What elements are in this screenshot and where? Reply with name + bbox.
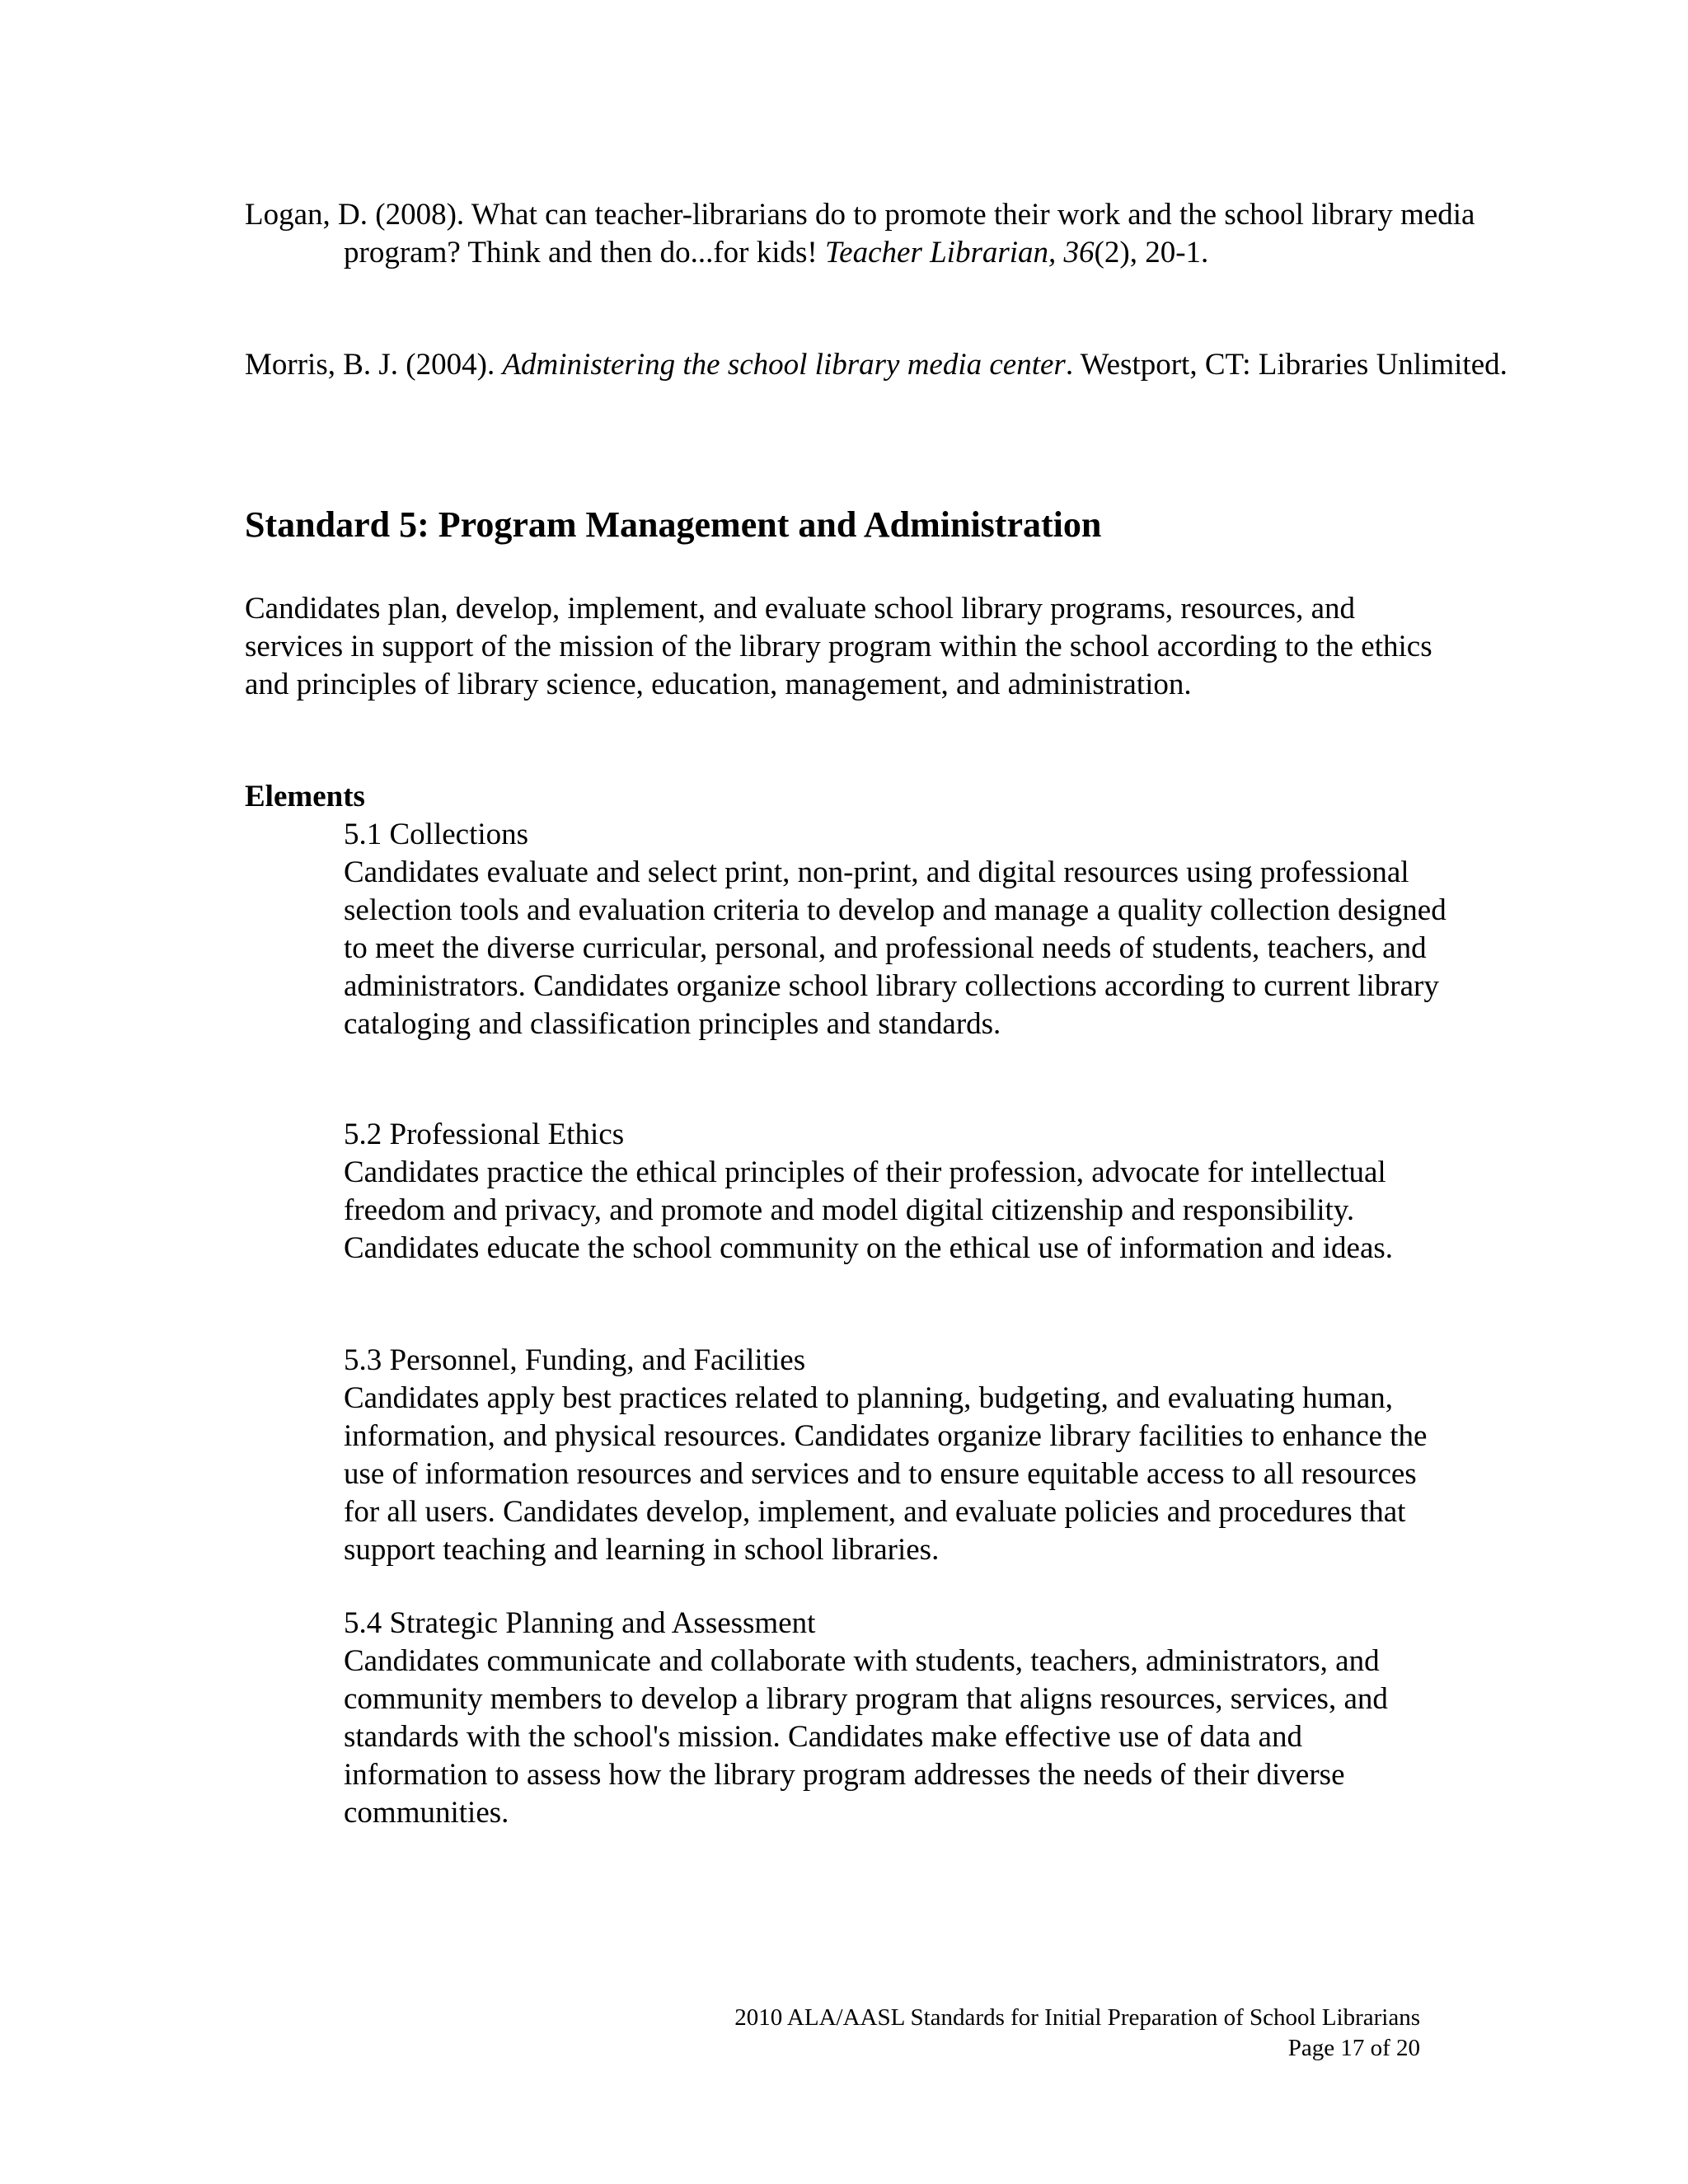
footer-page-number: Page 17 of 20 bbox=[1287, 2035, 1420, 2061]
element-5-3 bbox=[344, 1342, 1448, 1569]
element-body: Candidates communicate and collaborate with students, teachers, administrators, and community members to develop a library program that aligns resources, services, and standards with the school's mission. Candidates make effective use of data and information to assess how the library program addresses the needs of their diverse communities. bbox=[344, 1644, 1388, 1830]
element-5-4 bbox=[344, 1605, 1448, 1832]
element-title: 5.2 Professional Ethics bbox=[344, 1118, 625, 1151]
standard-intro: Candidates plan, develop, implement, and evaluate school library programs, resources, and services in support of the mission of the library program within the school according to the ethics and principles of library science, education, management, and administration. bbox=[245, 592, 1432, 701]
element-5-1 bbox=[344, 816, 1448, 1043]
standard-heading: Standard 5: Program Management and Administration bbox=[245, 504, 1102, 545]
reference-logan-journal: Teacher Librarian, 36 bbox=[825, 236, 1095, 269]
element-title: 5.3 Personnel, Funding, and Facilities bbox=[344, 1343, 806, 1377]
reference-logan-issue: (2), 20-1. bbox=[1094, 236, 1209, 269]
element-title: 5.1 Collections bbox=[344, 818, 529, 851]
element-body: Candidates evaluate and select print, non-print, and digital resources using professional selection tools and evaluation criteria to develop and manage a quality collection designed to meet the diverse curricular, personal, and professional needs of students, teachers, and administrators. Candidates organize school library collections according to current library cataloging and classification principles and standards. bbox=[344, 855, 1447, 1041]
page-footer bbox=[734, 2003, 1420, 2064]
element-body: Candidates practice the ethical principles of their profession, advocate for intellectual freedom and privacy, and promote and model digital citizenship and responsibility. Candidates educate the school community on the ethical use of information and ideas. bbox=[344, 1155, 1394, 1265]
element-body: Candidates apply best practices related to planning, budgeting, and evaluating human, information, and physical resources. Candidates organize library facilities to enhance the use of information resources and services and to ensure equitable access to all resources for all users. Candidates develop, implement, and evaluate policies and procedures that support teaching and learning in school libraries. bbox=[344, 1381, 1428, 1567]
reference-logan-text: Logan, D. (2008). What can teacher-librarians do to promote their work and the school library media program? Think and then do...for kids! bbox=[245, 198, 1475, 269]
reference-morris-author: Morris, B. J. (2004). bbox=[245, 348, 503, 382]
reference-morris-publisher: . Westport, CT: Libraries Unlimited. bbox=[1065, 348, 1507, 382]
footer-document-title: 2010 ALA/AASL Standards for Initial Preparation of School Librarians bbox=[734, 2004, 1420, 2031]
reference-morris bbox=[245, 346, 1547, 384]
element-5-2 bbox=[344, 1116, 1448, 1268]
elements-label: Elements bbox=[245, 780, 365, 813]
reference-morris-title: Administering the school library media center bbox=[502, 348, 1066, 382]
element-title: 5.4 Strategic Planning and Assessment bbox=[344, 1606, 816, 1640]
reference-logan bbox=[245, 196, 1547, 272]
